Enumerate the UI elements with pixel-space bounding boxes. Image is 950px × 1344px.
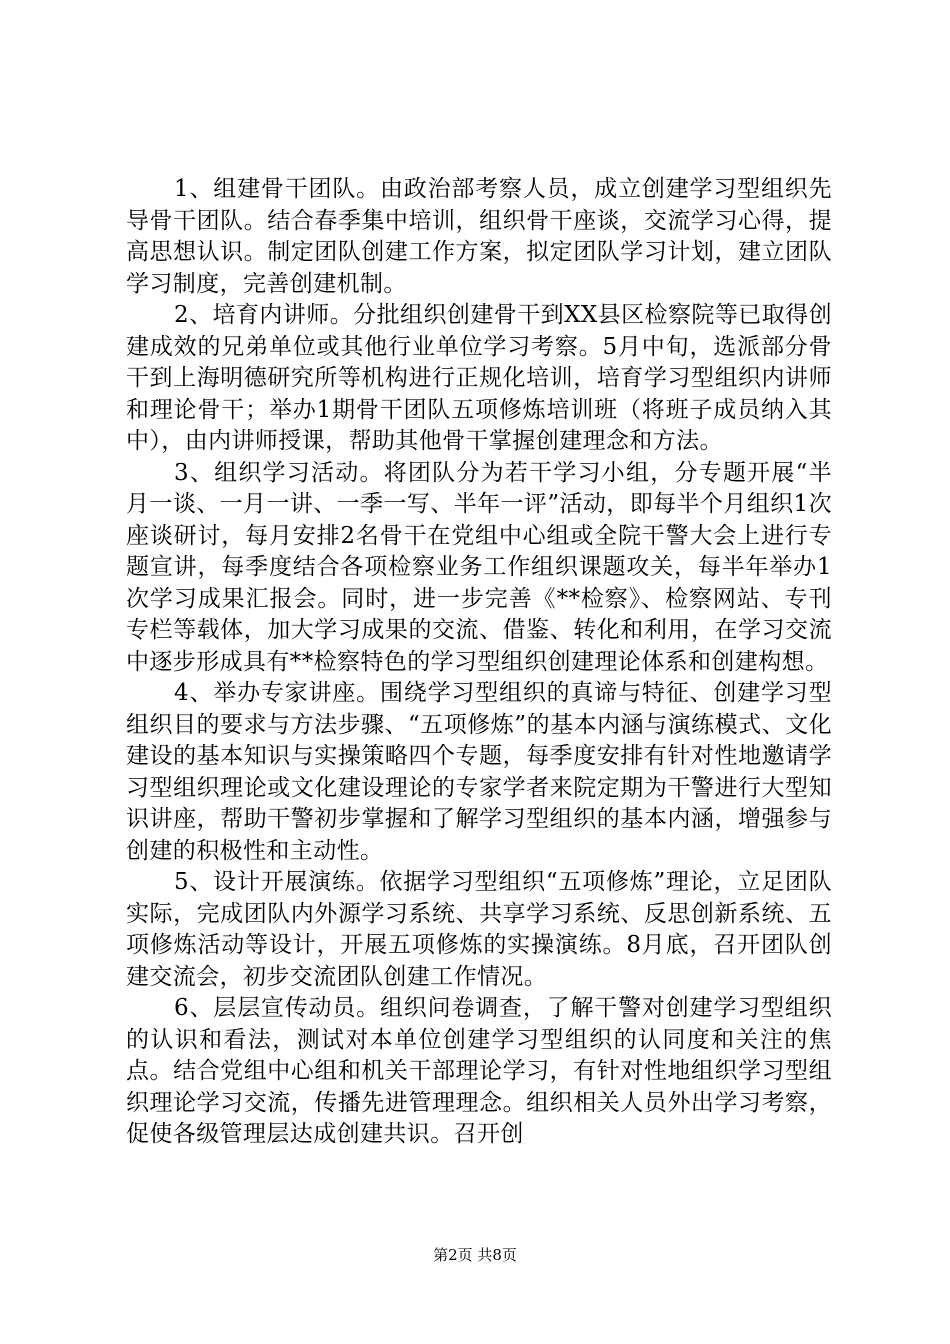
- paragraph-2: 2、培育内讲师。分批组织创建骨干到XX县区检察院等已取得创建成效的兄弟单位或其他行业单位学习考察。5月中旬，选派部分骨干到上海明德研究所等机构进行正规化培训，培育学习型组织内讲师和理论骨干；举办1期骨干团队五项修炼培训班（将班子成员纳入其中），由内讲师授课，帮助其他骨干掌握创建理念和方法。: [126, 302, 832, 454]
- paragraph-3: 3、组织学习活动。将团队分为若干学习小组，分专题开展“半月一谈、一月一讲、一季一写、半年一评”活动，即每半个月组织1次座谈研讨，每月安排2名骨干在党组中心组或全院干警大会上进行专题宣讲，每季度结合各项检察业务工作组织课题攻关，每半年举办1次学习成果汇报会。同时，进一步完善《**检察》、检察网站、专刊专栏等载体，加大学习成果的交流、借鉴、转化和利用，在学习交流中逐步形成具有**检察特色的学习型组织创建理论体系和创建构想。: [126, 459, 832, 675]
- paragraph-4: 4、举办专家讲座。围绕学习型组织的真谛与特征、创建学习型组织目的要求与方法步骤、“五项修炼”的基本内涵与演练模式、文化建设的基本知识与实操策略四个专题，每季度安排有针对性地邀请学习型组织理论或文化建设理论的专家学者来院定期为干警进行大型知识讲座，帮助干警初步掌握和了解学习型组织的基本内涵，增强参与创建的积极性和主动性。: [126, 680, 832, 864]
- document-body: [126, 174, 832, 1151]
- paragraph-1: 1、组建骨干团队。由政治部考察人员，成立创建学习型组织先导骨干团队。结合春季集中培训，组织骨干座谈，交流学习心得，提高思想认识。制定团队创建工作方案，拟定团队学习计划，建立团队学习制度，完善创建机制。: [126, 176, 832, 297]
- paragraph-6: 6、层层宣传动员。组织问卷调查，了解干警对创建学习型组织的认识和看法，测试对本单位创建学习型组织的认同度和关注的焦点。结合党组中心组和机关干部理论学习，有针对性地组织学习型组织理论学习交流，传播先进管理理念。组织相关人员外出学习考察，促使各级管理层达成创建共识。召开创: [126, 995, 832, 1147]
- paragraph-5: 5、设计开展演练。依据学习型组织“五项修炼”理论，立足团队实际，完成团队内外源学习系统、共享学习系统、反思创新系统、五项修炼活动等设计，开展五项修炼的实操演练。8月底，召开团队创建交流会，初步交流团队创建工作情况。: [126, 869, 832, 990]
- page-footer: 第2页 共8页: [433, 1246, 517, 1264]
